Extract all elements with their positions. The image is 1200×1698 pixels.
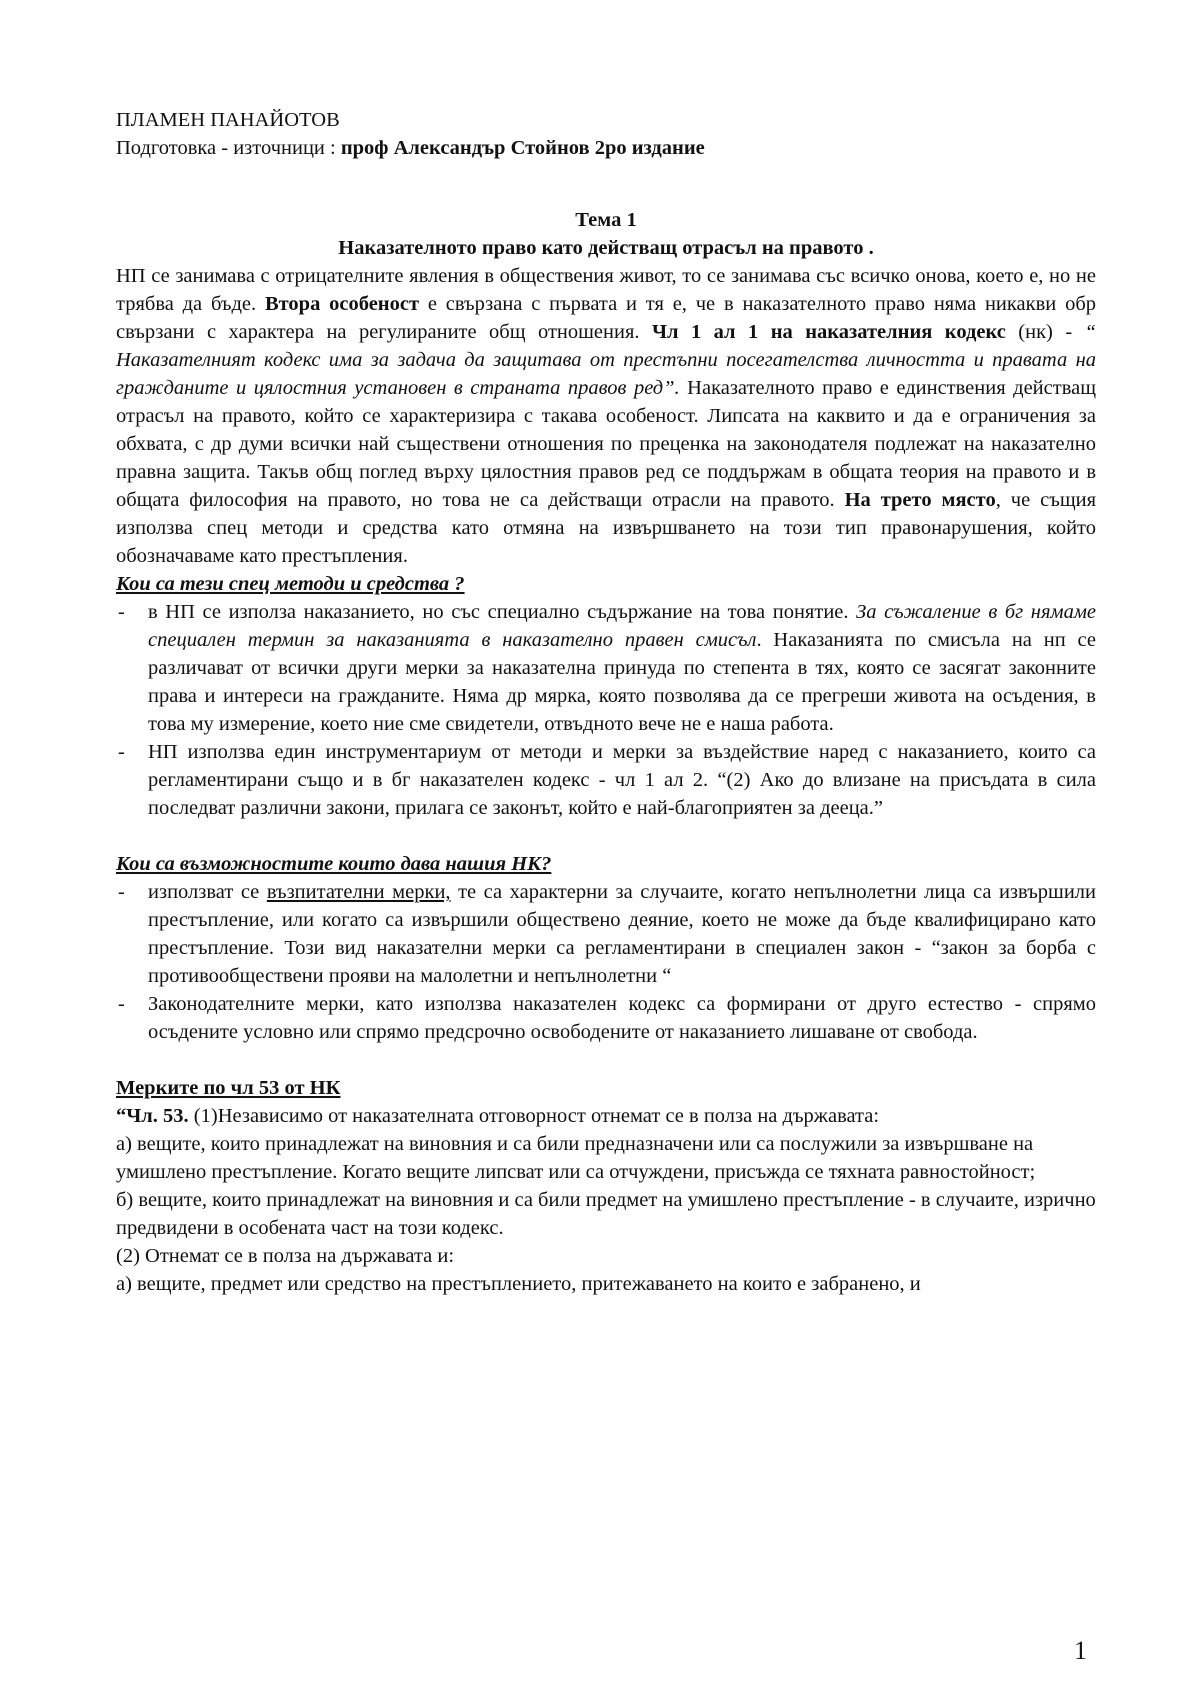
list-item: - НП използва един инструментариум от методи и мерки за въздействие наред с наказанието, които са регламентирани също и в бг наказателен кодекс - чл 1 ал 2. “(2) Ако до влизане на присъдата в сила последват различни закони, прилага се законът, който е най-благоприятен за дееца.” <box>116 738 1096 822</box>
list-item <box>116 878 1096 990</box>
article-text: (1)Независимо от наказателната отговорност отнемат се в полза на държавата: <box>188 1105 880 1127</box>
page-number: 1 <box>1074 1636 1087 1665</box>
intro-text-3: (нк) - <box>1005 321 1085 343</box>
article-point-a: а) вещите, които принадлежат на виновния и са били предназначени или са послужили за извършване на умишлено престъпление. Когато вещите липсват или са отчуждени, присъжда се тяхната равностойност; <box>116 1133 1036 1183</box>
item-text: в НП се използа наказанието, но със специално съдържание на това понятие. <box>148 601 857 623</box>
spacer <box>116 1046 1096 1074</box>
intro-text-5: , че същия използва спец методи и средства като отмяна на извършването на този тип правонарушения, който обозначаваме като престъпления. <box>116 489 1096 567</box>
item-text: използват се <box>148 881 267 903</box>
list-item <box>116 598 1096 738</box>
topic-number: Тема 1 <box>575 209 637 231</box>
intro-bold-3: На трето място <box>844 489 996 511</box>
article-point-b: б) вещите, които принадлежат на виновния и са били предмет на умишлено престъпление - в случаите, изрично предвидени в особената част на този кодекс. <box>116 1189 1096 1239</box>
intro-bold-1: Втора особеност <box>264 293 420 315</box>
sources-value: проф Александър Стойнов 2ро издание <box>340 137 705 159</box>
section1-heading: Кои са тези спец методи и средства ? <box>116 573 465 595</box>
spacer <box>116 162 1096 206</box>
section2-list <box>116 878 1096 1046</box>
list-item: - Законодателните мерки, като използва наказателен кодекс са формирани от друго естество - спрямо осъдените условно или спрямо предсрочно освободените от наказанието лишаване от свобода. <box>116 990 1096 1046</box>
sources-line <box>116 134 1096 162</box>
article-number: “Чл. 53. <box>116 1105 189 1127</box>
topic-title: Наказателното право като действащ отрасъл на правото . <box>338 237 874 259</box>
intro-quote: “ Наказателният кодекс има за задача да защитава от престъпни посегателства личността и правата на гражданите и цялостния установен в страната правов ред”. <box>116 321 1096 399</box>
intro-text-2: е свързана с първата и тя е, че в наказателното право няма никакви обр свързани с характера на регулираните общ отношения. <box>116 293 1096 343</box>
intro-paragraph <box>116 262 1096 570</box>
item-text: те са характерни за случаите, когато непълнолетни лица са извършили престъпление, или когато са извършили обществено деяние, което не може да бъде квалифицирано като престъпление. Този вид наказателни мерки са регламентирани в специален закон - “закон за борба с противообществени прояви на малолетни и непълнолетни “ <box>148 881 1097 987</box>
intro-text-1: НП се занимава с отрицателните явления в обществения живот, то се занимава със всичко онова, което е, но не трябва да бъде. <box>116 265 1096 315</box>
section2-heading: Кои са възможностите които дава нашия НК? <box>116 853 552 875</box>
item-text: . Наказанията по смисъла на нп се различават от всички други мерки за наказателна принуда по степента в тях, която се засягат законните права и интереси на гражданите. Няма др мярка, която позволява да се прегреши живота на осъдения, в това му измерение, което ние сме свидетели, отвъдното вече не е наша работа. <box>148 629 1096 735</box>
author-name: ПЛАМЕН ПАНАЙОТОВ <box>116 109 340 131</box>
article-line <box>116 1102 1096 1130</box>
intro-text-4: Наказателното право е единствения действащ отрасъл на правото, който се характеризира с такава особеност. Липсата на каквито и да е ограничения за обхвата, с др думи всички най съществени отношения по преценка на законодателя подлежат на наказателно правна защита. Такъв общ поглед върху цялостния правов ред се поддържам в общата теория на правото и в общата философия на правото, но това не са действащи отрасли на правото. <box>116 377 1097 511</box>
document-body <box>116 106 1096 1298</box>
sources-label: Подготовка - източници : <box>116 137 341 159</box>
intro-bold-2: Чл 1 ал 1 на наказателния кодекс <box>651 321 1006 343</box>
section1-list <box>116 598 1096 822</box>
item-underlined: възпитателни мерки, <box>266 881 451 903</box>
section3-heading: Мерките по чл 53 от НК <box>116 1077 341 1099</box>
article-paragraph-2-point-a: а) вещите, предмет или средство на престъплението, притежаването на които е забранено, и <box>116 1273 921 1295</box>
spacer <box>116 822 1096 850</box>
article-paragraph-2: (2) Отнемат се в полза на държавата и: <box>116 1245 455 1267</box>
item-italic: За съжаление в бг нямаме специален термин за наказанията в наказателно правен смисъл <box>148 601 1097 651</box>
